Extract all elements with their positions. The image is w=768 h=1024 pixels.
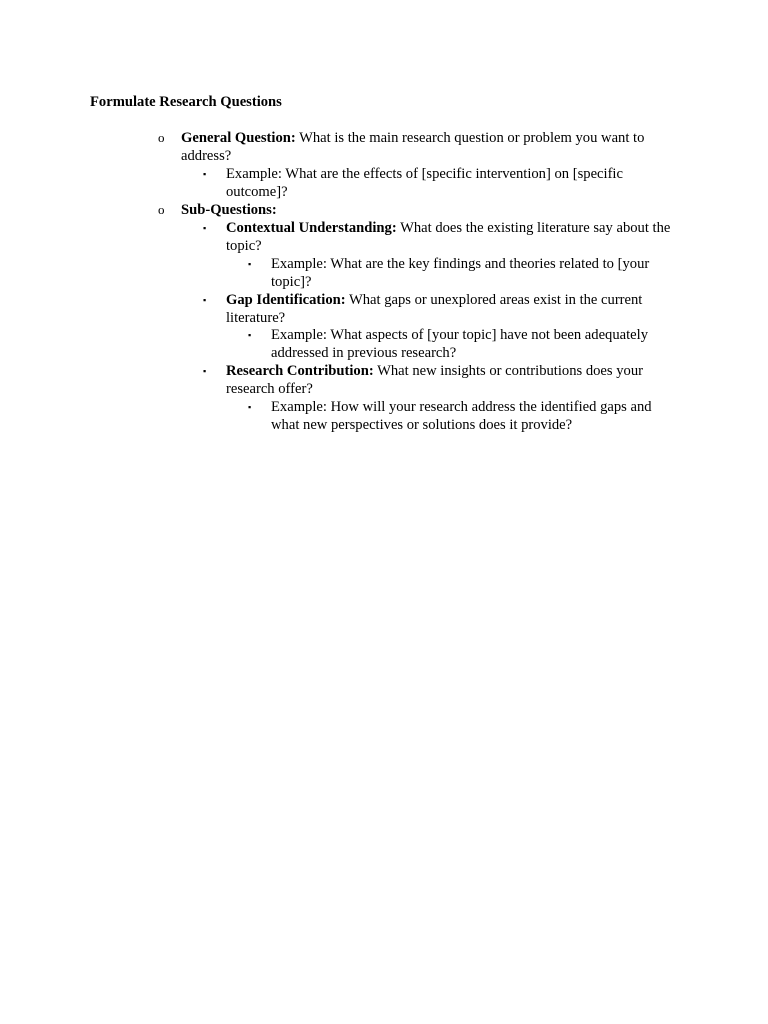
list-item-contextual-understanding: [203, 219, 671, 255]
sub-questions-label: Sub-Questions:: [181, 202, 277, 218]
gap-label: Gap Identification:: [226, 292, 346, 308]
list-item-general-question: [158, 129, 671, 165]
contextual-text: What does the existing literature say about the topic?: [226, 220, 671, 254]
contribution-label: Research Contribution:: [226, 363, 374, 379]
list-item-gap-example: [248, 326, 671, 362]
square-bullet-icon: ▪: [248, 402, 252, 412]
square-bullet-icon: ▪: [203, 223, 207, 233]
general-question-label: General Question:: [181, 130, 296, 146]
hollow-circle-bullet-icon: o: [158, 130, 165, 145]
gap-text: What gaps or unexplored areas exist in the current literature?: [226, 292, 643, 326]
square-bullet-icon: ▪: [203, 295, 207, 305]
general-question-text: What is the main research question or problem you want to address?: [181, 130, 645, 164]
list-item-sub-questions: [158, 201, 671, 219]
list-item-research-contribution: [203, 362, 671, 398]
hollow-circle-bullet-icon: o: [158, 202, 165, 217]
general-question-example: Example: What are the effects of [specific intervention] on [specific outcome]?: [226, 166, 623, 200]
gap-example: Example: What aspects of [your topic] have not been adequately addressed in previous research?: [271, 327, 649, 361]
list-item-contribution-example: [248, 398, 671, 434]
list-item-gap-identification: [203, 291, 671, 327]
square-bullet-icon: ▪: [248, 330, 252, 340]
contribution-text: What new insights or contributions does your research offer?: [226, 363, 643, 397]
contextual-label: Contextual Understanding:: [226, 220, 397, 236]
square-bullet-icon: ▪: [203, 366, 207, 376]
contribution-example: Example: How will your research address the identified gaps and what new perspectives or solutions does it provide?: [271, 399, 652, 433]
list-item-general-example: [203, 165, 671, 201]
square-bullet-icon: ▪: [248, 259, 252, 269]
section-heading: Formulate Research Questions: [90, 94, 282, 110]
square-bullet-icon: ▪: [203, 169, 207, 179]
list-item-contextual-example: [248, 255, 671, 291]
contextual-example: Example: What are the key findings and theories related to [your topic]?: [271, 256, 650, 290]
